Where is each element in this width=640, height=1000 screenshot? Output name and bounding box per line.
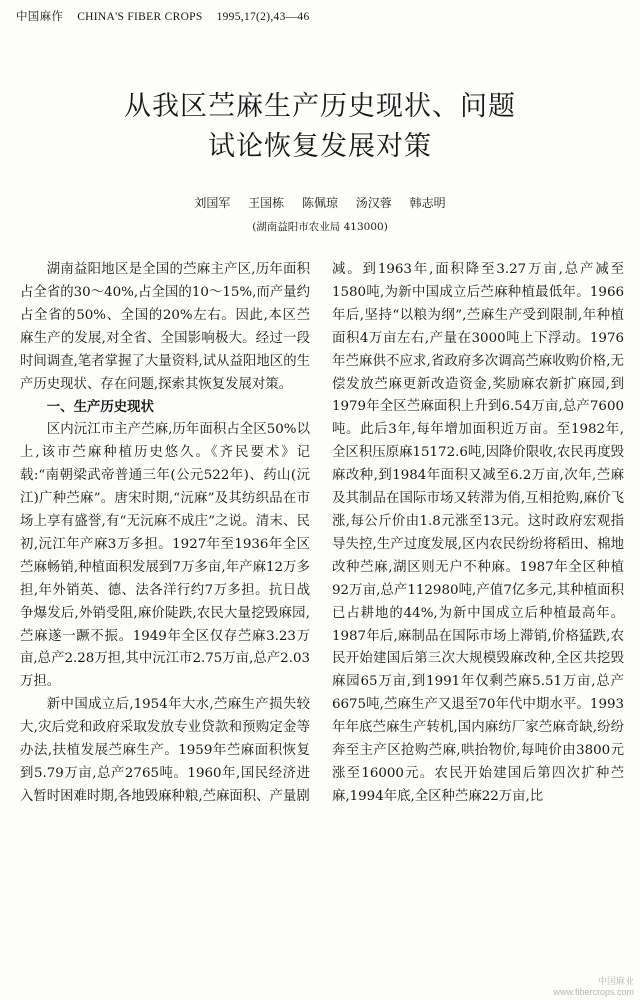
section-heading: 一、生产历史现状	[46, 399, 154, 416]
author-list: 刘国军 王国栋 陈佩琼 汤汉蓉 韩志明	[194, 196, 446, 210]
paragraph-intro: 湖南益阳地区是全国的苎麻主产区,历年面积占全省的30～40%,占全国的10～15%,而产量约占全省的50%、全国的20%左右。因此,本区苎麻生产的发展,对全省、全国影响极大。经过一段时间调查,笔者掌握了大量资料,试从益阳地区的生产历史现状、存在问题,探索其恢复发展对策。	[20, 262, 310, 392]
site-watermark	[553, 976, 634, 998]
watermark-brand: 中国麻业	[597, 976, 634, 986]
left-column	[20, 259, 310, 809]
watermark-url: www.fibercrops.com	[553, 987, 634, 997]
title-line-1: 从我区苎麻生产历史现状、问题	[124, 91, 516, 122]
running-header	[16, 8, 624, 24]
paragraph-post-1949: 新中国成立后,1954年大水,苎麻生产损失较大,灾后党和政府采取发放专业贷款和预购定金等办法,扶植发展苎麻生产。1959年苎麻面积恢复到5.79万亩,总产2765吨。1960年,国民经济进入暂时困难时期,各地毁麻种粮,苎麻面积、产量剧	[20, 697, 310, 804]
title-line-2: 试论恢复发展对策	[208, 131, 432, 162]
citation: 1995,17(2),43—46	[216, 11, 310, 23]
right-column	[332, 259, 624, 809]
journal-name-cn: 中国麻作	[16, 11, 64, 23]
affiliation: (湖南益阳市农业局 413000)	[252, 221, 388, 233]
journal-name-en: CHINA'S FIBER CROPS	[77, 11, 203, 23]
paragraph-continued: 减。到1963年,面积降至3.27万亩,总产减至1580吨,为新中国成立后苎麻种植最低年。1966年后,坚持“以粮为纲”,苎麻生产受到限制,年种植面积4万亩左右,产量在3000吨上下浮动。1976年苎麻供不应求,省政府多次调高苎麻收购价格,无偿发放苎麻更新改造资金,奖励麻农新扩麻园,到1979年全区苎麻面积上升到6.54万亩,总产7600吨。此后3年,每年增加面积近万亩。至1982年,全区积压原麻15172.6吨,因降价限收,农民再度毁麻改种,到1984年面积又减至6.2万亩,次年,苎麻及其制品在国际市场又转滞为俏,互相抢购,麻价飞涨,每公斤价由1.8元涨至13元。这时政府宏观指导失控,生产过度发展,区内农民纷纷将稻田、棉地改种苎麻,湖区则无户不种麻。1987年全区种植92万亩,总产112980吨,产值7亿多元,其种植面积已占耕地的44%,为新中国成立后种植最高年。1987年后,麻制品在国际市场上滞销,价格猛跌,农民开始建国后第三次大规模毁麻改种,全区共挖毁麻园65万亩,到1991年仅剩苎麻5.51万亩,总产6675吨,苎麻生产又退至70年代中期水平。1993年年底苎麻生产转机,国内麻纺厂家苎麻奇缺,纷纷奔至主产区抢购苎麻,哄抬物价,每吨价由3800元涨至16000元。农民开始建国后第四次扩种苎麻,1994年底,全区种苎麻22万亩,比	[332, 262, 624, 804]
paragraph-history: 区内沅江市主产苎麻,历年面积占全区50%以上,该市苎麻种植历史悠久。《齐民要术》记载:“南朝梁武帝普通三年(公元522年)、药山(沅江)广种苎麻”。唐宋时期,“沅麻”及其纺织品在市场上享有盛誉,有“无沅麻不成庄”之说。清末、民初,沅江年产麻3万多担。1927年至1936年全区苎麻畅销,种植面积发展到7万多亩,年产麻12万多担,年外销英、德、法各洋行约7万多担。抗日战争爆发后,外销受阻,麻价陡跌,农民大量挖毁麻园,苎麻遂一蹶不振。1949年全区仅存苎麻3.23万亩,总产2.28万担,其中沅江市2.75万亩,总产2.03万担。	[20, 422, 310, 690]
